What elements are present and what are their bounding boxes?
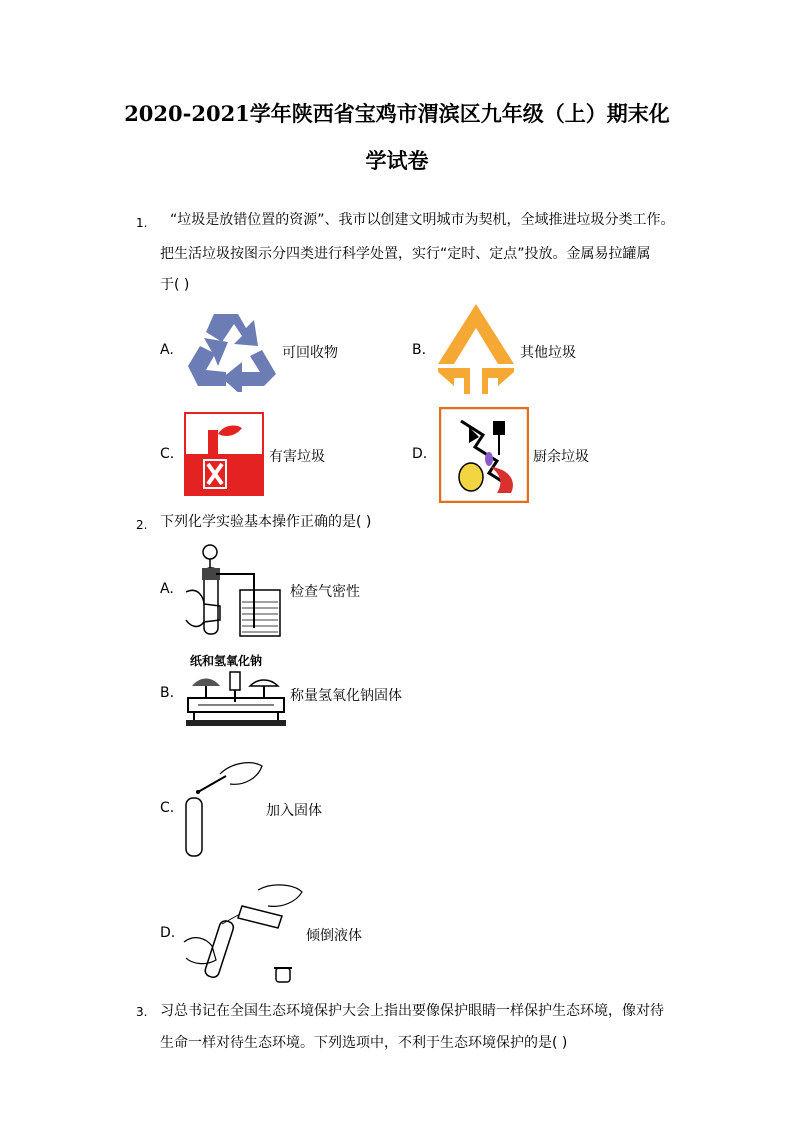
q2-option-a-text: 检查气密性 — [290, 584, 360, 600]
q1-number: 1. — [136, 216, 148, 230]
q2-option-a-letter[interactable]: A. — [160, 581, 174, 597]
q2-number: 2. — [136, 518, 148, 532]
q1-option-d-letter[interactable]: D. — [412, 446, 428, 462]
q2-option-d-text: 倾倒液体 — [306, 928, 362, 944]
q1-stem-line3: 于( ) — [160, 277, 190, 293]
q3-number: 3. — [136, 1005, 148, 1019]
q2-option-b-text: 称量氢氧化钠固体 — [290, 688, 402, 704]
q2-option-b-letter[interactable]: B. — [160, 685, 175, 701]
q2-option-b-figure-label: 纸和氢氧化钠 — [190, 654, 263, 668]
kitchen-waste-icon — [439, 407, 529, 503]
q1-option-b-letter[interactable]: B. — [412, 342, 427, 358]
recycle-icon — [184, 306, 280, 392]
q1-stem-line2: 把生活垃圾按图示分四类进行科学处置，实行“定时、定点”投放。金属易拉罐属 — [160, 246, 651, 262]
balance-scale-figure — [184, 668, 288, 736]
q2-option-d-letter[interactable]: D. — [160, 925, 176, 941]
q3-stem-line1: 习总书记在全国生态环境保护大会上指出要像保护眼睛一样保护生态环境，像对待 — [160, 1003, 664, 1019]
adding-solid-figure — [182, 756, 266, 860]
q2-option-c-letter[interactable]: C. — [160, 800, 175, 816]
q2-option-c-text: 加入固体 — [266, 803, 322, 819]
q1-option-d-text: 厨余垃圾 — [533, 449, 589, 465]
page-title-line1: 2020-2021学年陕西省宝鸡市渭滨区九年级（上）期末化 — [124, 101, 670, 126]
q1-option-c-letter[interactable]: C. — [160, 446, 175, 462]
q3-stem-line2: 生命一样对待生态环境。下列选项中，不利于生态环境保护的是( ) — [160, 1035, 568, 1051]
page-title-line2: 学试卷 — [365, 148, 429, 173]
q2-stem: 下列化学实验基本操作正确的是( ) — [160, 514, 372, 530]
other-waste-icon — [436, 302, 516, 402]
q1-option-a-letter[interactable]: A. — [160, 342, 174, 358]
q1-option-b-text: 其他垃圾 — [520, 345, 576, 361]
airtightness-check-figure — [184, 540, 288, 640]
q1-stem-line1: “垃圾是放错位置的资源”、我市以创建文明城市为契机，全域推进垃圾分类工作。 — [170, 212, 675, 228]
q1-option-a-text: 可回收物 — [282, 345, 338, 361]
pouring-liquid-figure — [182, 880, 306, 988]
q1-option-c-text: 有害垃圾 — [269, 449, 325, 465]
hazardous-waste-icon — [184, 412, 264, 496]
